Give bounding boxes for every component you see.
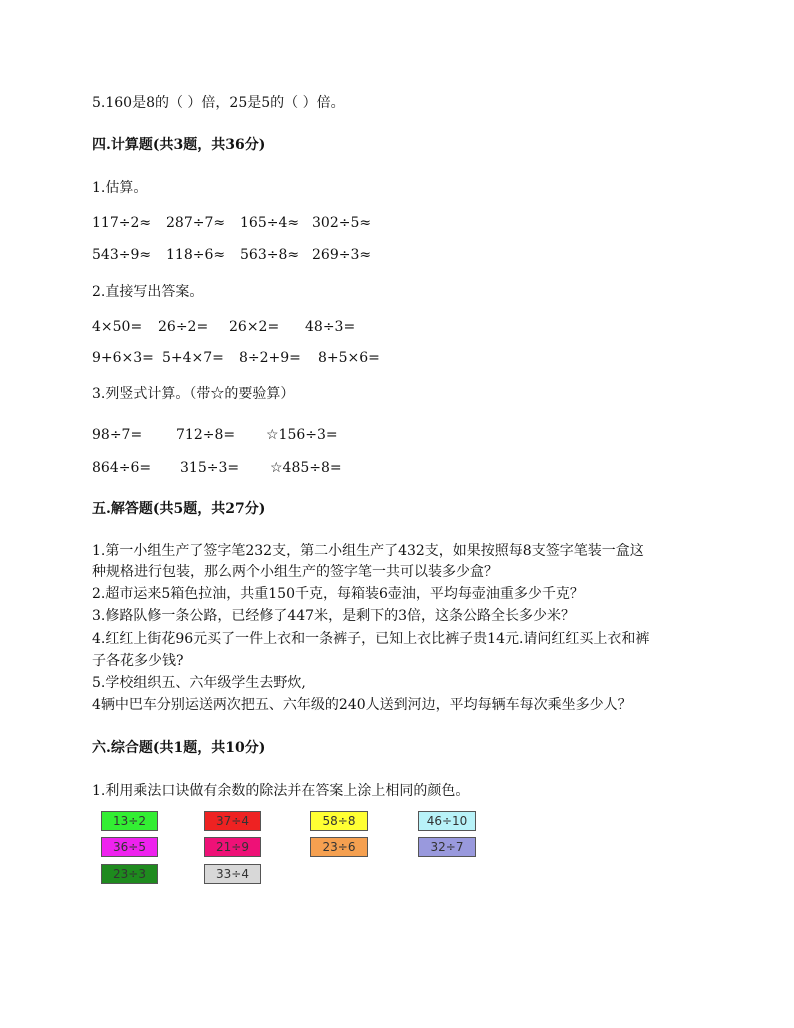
expression: 563÷8≈	[240, 247, 300, 263]
expression: 48÷3=	[305, 319, 356, 335]
expression: ☆485÷8=	[270, 460, 342, 476]
expression: 315÷3=	[180, 460, 240, 476]
expression: 269÷3≈	[312, 247, 372, 263]
division-box: 37÷4	[204, 811, 261, 831]
expression: 543÷9≈	[92, 247, 152, 263]
s4-q1-title: 1.估算。	[92, 180, 148, 196]
s4-q2-title: 2.直接写出答案。	[92, 284, 204, 300]
division-box: 46÷10	[418, 811, 476, 831]
division-box: 13÷2	[101, 811, 158, 831]
expression: 26×2=	[229, 319, 280, 335]
expression: 712÷8=	[176, 427, 236, 443]
s5-line-1: 1.第一小组生产了签字笔232支，第二小组生产了432支，如果按照每8支签字笔装一盒这	[92, 543, 644, 559]
expression: 5+4×7=	[162, 350, 224, 366]
expression: 302÷5≈	[312, 215, 372, 231]
s5-line-7: 5.学校组织五、六年级学生去野炊,	[92, 675, 306, 691]
expression: 117÷2≈	[92, 215, 152, 231]
section-4-heading: 四.计算题(共3题，共36分)	[92, 137, 266, 153]
s5-line-2: 种规格进行包装，那么两个小组生产的签字笔一共可以装多少盒？	[92, 564, 498, 580]
division-box: 58÷8	[310, 811, 368, 831]
expression: 864÷6=	[92, 460, 152, 476]
s6-q1-title: 1.利用乘法口诀做有余数的除法并在答案上涂上相同的颜色。	[92, 783, 470, 799]
expression: 8÷2+9=	[239, 350, 301, 366]
s5-line-8: 4辆中巴车分别运送两次把五、六年级的240人送到河边，平均每辆车每次乘坐多少人？	[92, 697, 632, 713]
division-box: 23÷3	[101, 864, 158, 884]
s5-line-3: 2.超市运来5箱色拉油，共重150千克，每箱装6壶油，平均每壶油重多少千克？	[92, 586, 584, 602]
section-5-heading: 五.解答题(共5题，共27分)	[92, 501, 266, 517]
expression: 26÷2=	[158, 319, 209, 335]
expression: 165÷4≈	[240, 215, 300, 231]
s5-line-5: 4.红红上街花96元买了一件上衣和一条裤子，已知上衣比裤子贵14元.请问红红买上衣和裤	[92, 631, 650, 647]
division-box: 32÷7	[418, 837, 476, 857]
expression: ☆156÷3=	[266, 427, 338, 443]
expression: 98÷7=	[92, 427, 143, 443]
expression: 287÷7≈	[166, 215, 226, 231]
s4-q3-title: 3.列竖式计算。（带☆的要验算）	[92, 386, 295, 402]
division-box: 23÷6	[310, 837, 368, 857]
expression: 8+5×6=	[318, 350, 380, 366]
question-5-text: 5.160是8的（ ）倍，25是5的（ ）倍。	[92, 95, 345, 111]
division-box: 36÷5	[101, 837, 158, 857]
division-box: 33÷4	[204, 864, 261, 884]
expression: 118÷6≈	[166, 247, 226, 263]
s5-line-4: 3.修路队修一条公路，已经修了447米，是剩下的3倍，这条公路全长多少米？	[92, 608, 575, 624]
division-box: 21÷9	[204, 837, 261, 857]
expression: 9+6×3=	[92, 350, 154, 366]
s5-line-6: 子各花多少钱?	[92, 653, 184, 669]
expression: 4×50=	[92, 319, 143, 335]
section-6-heading: 六.综合题(共1题，共10分)	[92, 740, 266, 756]
